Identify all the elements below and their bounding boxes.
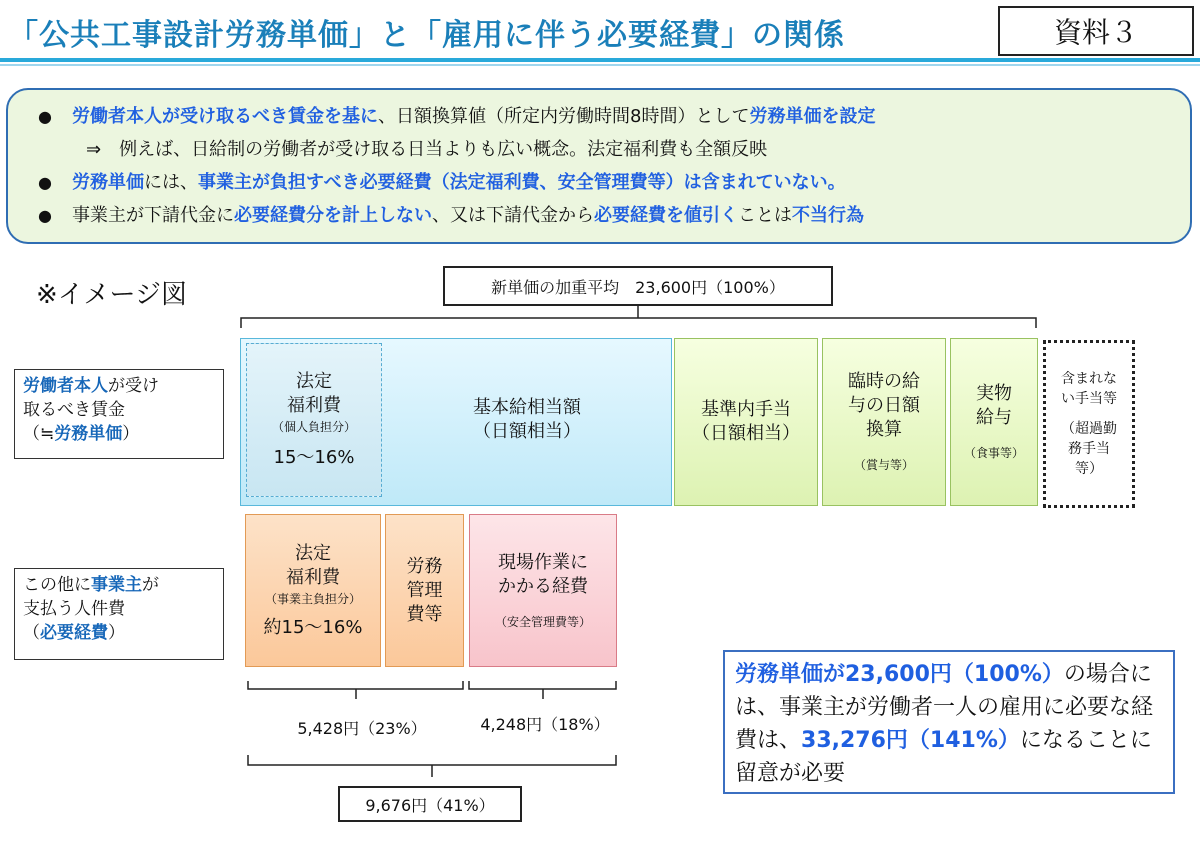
left-subtotal-brace (248, 681, 463, 699)
labor-management-line1: 労務 (406, 555, 443, 577)
site-expense-note: （安全管理費等） (494, 614, 591, 629)
summary-line-4-highlight-3: 不当行為 (792, 205, 864, 226)
in-kind-pay-cell (950, 338, 1038, 506)
base-salary-line1: 基本給相当額 (473, 397, 581, 418)
summary-line-4-highlight-1: 必要経費分を計上しない (234, 205, 432, 226)
excluded-allowance-cell (1043, 340, 1135, 508)
summary-line-2: ⇒ 例えば、日給制の労働者が受け取る日当よりも広い概念。法定福利費も全額反映 (86, 139, 768, 160)
excluded-line4: 務手当 (1068, 441, 1110, 457)
worker-welfare-note: （個人負担分） (271, 420, 356, 434)
employer-label (14, 568, 224, 660)
bullet-icon: ● (38, 107, 52, 126)
employer-welfare-line2: 福利費 (286, 566, 340, 588)
top-brace (241, 304, 1036, 328)
standard-allowance-line1: 基準内手当 (701, 399, 791, 420)
base-salary-line2: （日額相当） (473, 421, 581, 442)
employer-label-text-2: が (142, 575, 159, 595)
summary-line-3-text: には、 (144, 172, 198, 193)
worker-label-highlight: 労働者本人 (23, 376, 108, 396)
employer-welfare-line1: 法定 (295, 542, 331, 564)
right-subtotal-brace (469, 681, 616, 699)
worker-label-paren-close: ） (122, 424, 140, 444)
in-kind-pay-line1: 実物 (976, 383, 1012, 404)
summary-line-1-highlight: 労働者本人が受け取るべき賃金を基に (72, 106, 378, 127)
summary-line-1-text: 、日額換算値（所定内労働時間8時間）として (378, 106, 750, 127)
summary-line-3-highlight-2: 事業主が負担すべき必要経費（法定福利費、安全管理費等）は含まれていない。 (198, 172, 846, 193)
excluded-line2: い手当等 (1061, 391, 1117, 407)
note-box (723, 650, 1175, 794)
summary-line-1-highlight-2: 労務単価を設定 (749, 106, 876, 127)
labor-management-cell (385, 514, 464, 667)
total-brace (248, 755, 616, 777)
employer-label-text-1: この他に (23, 575, 91, 595)
employer-welfare-note: （事業主負担分） (264, 591, 361, 606)
employer-label-paren-open: （ (23, 623, 40, 643)
top-total-box: 新単価の加重平均 23,600円（100%） (443, 266, 833, 306)
summary-line-4-highlight-2: 必要経費を値引く (594, 205, 738, 226)
right-subtotal: 4,248円（18%） (480, 715, 610, 734)
standard-allowance-line2: （日額相当） (692, 423, 800, 444)
site-expense-line2: かかる経費 (498, 575, 588, 597)
worker-welfare-line1: 法定 (296, 371, 332, 392)
worker-label-highlight-2: 労務単価 (54, 424, 123, 444)
employer-welfare-cell (245, 514, 381, 667)
summary-line-4-text-1: 事業主が下請代金に (72, 205, 234, 226)
worker-label-text-1: が受け (108, 376, 159, 396)
standard-allowance-cell (674, 338, 818, 506)
note-highlight-2: 33,276円（141%） (801, 728, 1020, 753)
site-expense-line1: 現場作業に (498, 551, 588, 573)
in-kind-pay-note: （食事等） (963, 446, 1024, 460)
worker-label-text-2: 取るべき賃金 (23, 400, 125, 420)
worker-label (14, 369, 224, 459)
base-salary-cell (384, 343, 670, 497)
employer-label-text-3: 支払う人件費 (23, 599, 125, 619)
summary-line-4-text-2: 、又は下請代金から (432, 205, 594, 226)
employer-label-paren-close: ） (108, 623, 125, 643)
note-text-2: になることに留意が必要 (735, 728, 1152, 786)
excluded-line5: 等） (1075, 461, 1103, 477)
temporary-pay-cell (822, 338, 946, 506)
note-highlight-1: 労務単価が23,600円（100%） (735, 662, 1064, 687)
summary-line-4-text-3: ことは (738, 205, 792, 226)
bullet-icon: ● (38, 206, 52, 225)
page-title: 「公共工事設計労務単価」と「雇用に伴う必要経費」の関係 (8, 18, 845, 53)
worker-welfare-pct: 15～16% (273, 447, 355, 468)
left-subtotal: 5,428円（23%） (297, 719, 427, 738)
temporary-pay-note: （賞与等） (853, 458, 914, 472)
note-text-1: の場合には、事業主が労働者一人の雇用に必要な経費は、 (735, 662, 1154, 753)
worker-label-paren-open: （≒ (23, 424, 55, 444)
worker-welfare-line2: 福利費 (287, 395, 341, 416)
document-label: 資料３ (998, 6, 1194, 56)
in-kind-pay-line2: 給与 (976, 407, 1012, 428)
temporary-pay-line2: 与の日額 (848, 395, 920, 416)
bullet-icon: ● (38, 173, 52, 192)
employer-welfare-pct: 約15～16% (263, 616, 363, 638)
temporary-pay-line3: 換算 (866, 419, 902, 440)
summary-line-3-highlight: 労務単価 (72, 172, 144, 193)
temporary-pay-line1: 臨時の給 (848, 371, 920, 392)
site-expense-cell (469, 514, 617, 667)
total-subtotal-box: 9,676円（41%） (338, 786, 522, 822)
image-label: ※イメージ図 (36, 280, 188, 310)
employer-label-highlight: 事業主 (91, 575, 142, 595)
labor-management-line2: 管理 (406, 579, 443, 601)
labor-management-line3: 費等 (406, 603, 443, 625)
employer-label-highlight-2: 必要経費 (40, 623, 108, 643)
excluded-line1: 含まれな (1061, 371, 1117, 387)
worker-welfare-cell (246, 343, 382, 497)
excluded-line3: （超過勤 (1061, 421, 1117, 437)
